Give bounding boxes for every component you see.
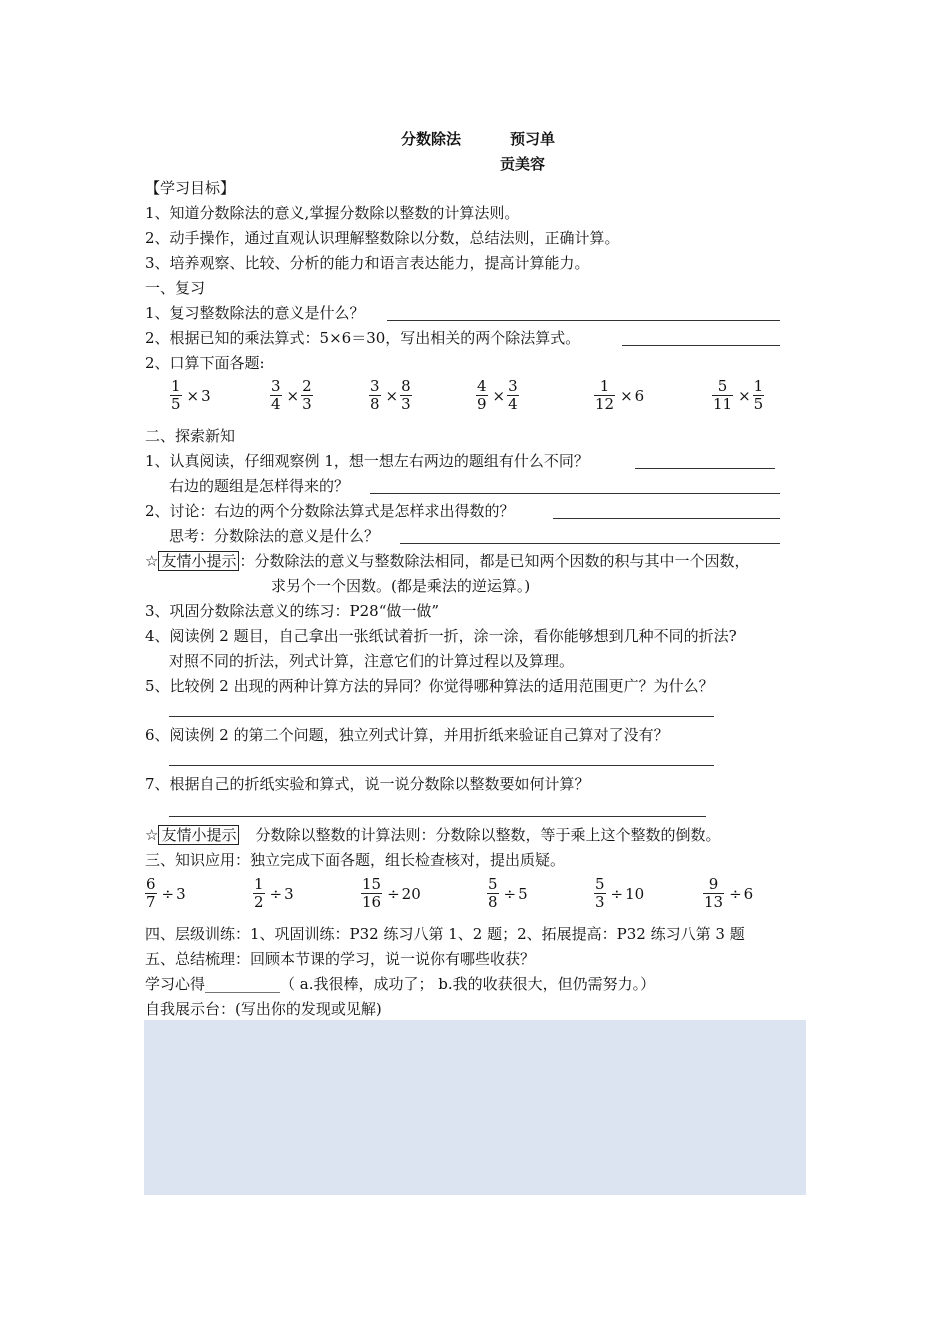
review-q1-answer-line[interactable]	[387, 320, 780, 321]
explore-q1b-answer-line[interactable]	[370, 493, 780, 494]
objectives-heading: 【学习目标】	[145, 179, 236, 197]
oral-problem-4: $\frac{4}{9}$ × $\frac{3}{4}$	[477, 377, 518, 413]
explore-q1: 1、认真阅读，仔细观察例 1，想一想左右两边的题组有什么不同？	[145, 452, 589, 470]
apply-problem-4: $\frac{5}{8}$ ÷ 5	[488, 875, 528, 911]
objective-1: 1、知道分数除法的意义,掌握分数除以整数的计算法则。	[145, 204, 520, 222]
explore-q3: 3、巩固分数除法意义的练习：P28“做一做”	[145, 602, 440, 620]
explore-q5-answer-line[interactable]	[169, 716, 714, 717]
review-q3: 2、口算下面各题:	[145, 354, 265, 372]
objective-2: 2、动手操作，通过直观认识理解整数除以分数，总结法则，正确计算。	[145, 229, 620, 247]
tip2-label: 友情小提示	[158, 825, 239, 845]
explore-q1-answer-line[interactable]	[635, 468, 775, 469]
explore-heading: 二、探索新知	[145, 427, 236, 445]
summary-line: 五、总结梳理：回顾本节课的学习，说一说你有哪些收获？	[145, 950, 536, 968]
apply-problem-3: $\frac{15}{16}$ ÷ 20	[362, 875, 421, 911]
oral-problem-6: $\frac{5}{11}$ × $\frac{1}{5}$	[713, 377, 764, 413]
showcase-heading: 自我展示台：(写出你的发现或见解)	[145, 1000, 382, 1018]
review-heading: 一、复习	[145, 279, 206, 297]
explore-q2b-answer-line[interactable]	[400, 543, 780, 544]
apply-problem-2: $\frac{1}{2}$ ÷ 3	[254, 875, 294, 911]
explore-q6: 6、阅读例 2 的第二个问题，独立列式计算，并用折纸来验证自己算对了没有？	[145, 726, 669, 744]
explore-q2-answer-line[interactable]	[553, 518, 780, 519]
tip-label: 友情小提示	[158, 551, 239, 571]
tip1-text: ：分数除法的意义与整数除法相同，都是已知两个因数的积与其中一个因数，	[239, 552, 750, 570]
objective-3: 3、培养观察、比较、分析的能力和语言表达能力，提高计算能力。	[145, 254, 590, 272]
explore-q2: 2、讨论：右边的两个分数除法算式是怎样求出得数的？	[145, 502, 515, 520]
star-icon: ☆	[145, 826, 159, 844]
explore-q1b: 右边的题组是怎样得来的？	[169, 477, 350, 495]
explore-q2b: 思考：分数除法的意义是什么？	[169, 527, 380, 545]
title-sub: 预习单	[510, 130, 556, 148]
explore-q4: 4、阅读例 2 题目，自己拿出一张纸试着折一折，涂一涂，看你能够想到几种不同的折法?	[145, 627, 737, 645]
review-q2-answer-line[interactable]	[622, 345, 780, 346]
oral-problem-2: $\frac{3}{4}$ × $\frac{2}{3}$	[271, 377, 312, 413]
tip2-line	[145, 826, 720, 844]
explore-q7-answer-line[interactable]	[169, 816, 706, 817]
apply-problem-6: $\frac{9}{13}$ ÷ 6	[704, 875, 754, 911]
oral-problem-1: $\frac{1}{5}$ × 3	[171, 377, 211, 413]
training-line: 四、层级训练：1、巩固训练：P32 练习八第 1、2 题；2、拓展提高：P32 练习八第 3 题	[145, 925, 745, 943]
apply-problem-5: $\frac{5}{3}$ ÷ 10	[595, 875, 645, 911]
oral-problem-3: $\frac{3}{8}$ × $\frac{8}{3}$	[370, 377, 411, 413]
oral-problem-5: $\frac{1}{12}$ × 6	[595, 377, 645, 413]
title-main: 分数除法	[401, 130, 462, 148]
explore-q6-answer-line[interactable]	[169, 765, 714, 766]
explore-q4b: 对照不同的折法，列式计算，注意它们的计算过程以及算理。	[169, 652, 575, 670]
tip1-continued: 求另个一个因数。(都是乘法的逆运算。)	[271, 577, 531, 595]
tip1-line	[145, 552, 749, 570]
star-icon: ☆	[145, 552, 159, 570]
review-q1: 1、复习整数除法的意义是什么？	[145, 304, 365, 322]
explore-q5: 5、比较例 2 出现的两种计算方法的异同？你觉得哪种算法的适用范围更广？为什么？	[145, 677, 714, 695]
apply-heading: 三、知识应用：独立完成下面各题，组长检查核对，提出质疑。	[145, 851, 566, 869]
explore-q7: 7、根据自己的折纸实验和算式，说一说分数除以整数要如何计算？	[145, 775, 590, 793]
apply-problem-1: $\frac{6}{7}$ ÷ 3	[146, 875, 186, 911]
reflection-line: 学习心得__________（ a.我很棒，成功了； b.我的收获很大，但仍需努力。）	[145, 975, 656, 993]
review-q2: 2、根据已知的乘法算式：5×6＝30，写出相关的两个除法算式。	[145, 329, 581, 347]
author: 贡美容	[500, 155, 546, 173]
tip2-text: 分数除以整数的计算法则：分数除以整数，等于乘上这个整数的倒数。	[255, 826, 721, 844]
showcase-area[interactable]	[144, 1020, 806, 1195]
